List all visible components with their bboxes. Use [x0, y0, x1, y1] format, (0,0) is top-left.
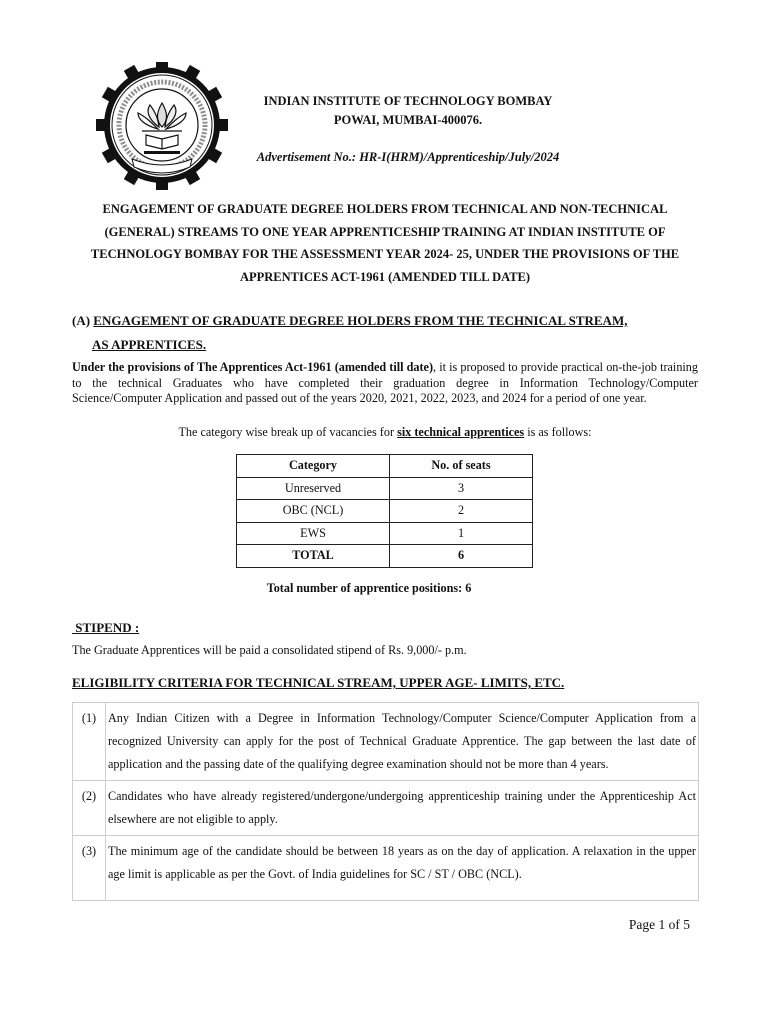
item-text: Candidates who have already registered/undergone/undergoing apprenticeship training under the Apprenticeship Act elsewhere are not eligible to apply.: [106, 781, 699, 836]
title-line: APPRENTICES ACT-1961 (AMENDED TILL DATE): [239, 269, 531, 284]
table-header-row: [237, 455, 533, 478]
iit-bombay-emblem-icon: [96, 62, 228, 190]
table-cell: OBC (NCL): [237, 500, 390, 523]
title-line: ENGAGEMENT OF GRADUATE DEGREE HOLDERS FROM TECHNICAL AND NON-TECHNICAL: [102, 202, 668, 216]
item-number: (2): [73, 781, 106, 836]
table-total-row: [237, 545, 533, 568]
item-number: (1): [73, 703, 106, 781]
table-total-cell: TOTAL: [237, 545, 390, 568]
seats-table: [236, 454, 533, 568]
breakup-line: [72, 425, 698, 440]
breakup-highlight: six technical apprentices: [397, 425, 525, 439]
table-header-cell: Category: [237, 455, 390, 478]
table-row: [73, 703, 699, 781]
table-row: [237, 522, 533, 545]
section-a-heading-line1: ENGAGEMENT OF GRADUATE DEGREE HOLDERS FROM THE TECHNICAL STREAM,: [93, 313, 628, 328]
institute-address: POWAI, MUMBAI-400076.: [333, 113, 483, 127]
table-cell: 2: [390, 500, 533, 523]
table-cell: 1: [390, 522, 533, 545]
table-row: [237, 500, 533, 523]
breakup-after: is as follows:: [524, 425, 592, 439]
stipend-heading: STIPEND :: [72, 620, 140, 635]
item-text: Any Indian Citizen with a Degree in Information Technology/Computer Science/Computer Application from a recognized University can apply for the post of Technical Graduate Apprentice. The gap between the last date of application and the passing date of the qualifying degree examination should not be more than 4 years.: [106, 703, 699, 781]
table-row: [73, 781, 699, 836]
table-cell: 3: [390, 477, 533, 500]
institute-name: INDIAN INSTITUTE OF TECHNOLOGY BOMBAY: [263, 94, 553, 108]
total-positions: Total number of apprentice positions: 6: [266, 581, 472, 595]
item-number: (3): [73, 836, 106, 901]
advertisement-number: Advertisement No.: HR-I(HRM)/Apprenticeship/July/2024: [256, 150, 560, 164]
table-cell: Unreserved: [237, 477, 390, 500]
intro-bold: Under the provisions of The Apprentices Act-1961 (amended till date): [72, 360, 434, 374]
title-line: TECHNOLOGY BOMBAY FOR THE ASSESSMENT YEAR 2024- 25, UNDER THE PROVISIONS OF THE: [90, 247, 680, 261]
table-cell: EWS: [237, 522, 390, 545]
institute-logo: [96, 62, 228, 190]
table-row: [237, 477, 533, 500]
eligibility-table: [72, 702, 699, 901]
section-a-heading: [72, 313, 627, 329]
intro-rest: , it is proposed to provide practical on-the-job training to the technical Graduates who have completed their graduation degree in Information Technology/Computer Science/Computer Application and passed out of the years 2020, 2021, 2022, 2023, and 2024 for a period of one year.: [72, 360, 698, 405]
title-line: (GENERAL) STREAMS TO ONE YEAR APPRENTICESHIP TRAINING AT INDIAN INSTITUTE OF: [104, 224, 666, 239]
stipend-text: The Graduate Apprentices will be paid a consolidated stipend of Rs. 9,000/- p.m.: [72, 643, 467, 657]
item-text: The minimum age of the candidate should be between 18 years as on the day of application. A relaxation in the upper age limit is applicable as per the Govt. of India guidelines for SC / ST / OBC (NCL).: [106, 836, 699, 901]
section-a-heading-line2: AS APPRENTICES.: [92, 337, 207, 352]
table-row: [73, 836, 699, 901]
section-a-prefix: (A): [72, 313, 94, 328]
page-number: Page 1 of 5: [628, 917, 690, 932]
breakup-before: The category wise break up of vacancies for: [178, 425, 398, 439]
table-header-cell: No. of seats: [390, 455, 533, 478]
table-total-cell: 6: [390, 545, 533, 568]
eligibility-heading: ELIGIBILITY CRITERIA FOR TECHNICAL STREAM, UPPER AGE- LIMITS, ETC.: [72, 675, 565, 690]
document-title: [72, 198, 698, 288]
section-a-paragraph: [72, 360, 698, 407]
